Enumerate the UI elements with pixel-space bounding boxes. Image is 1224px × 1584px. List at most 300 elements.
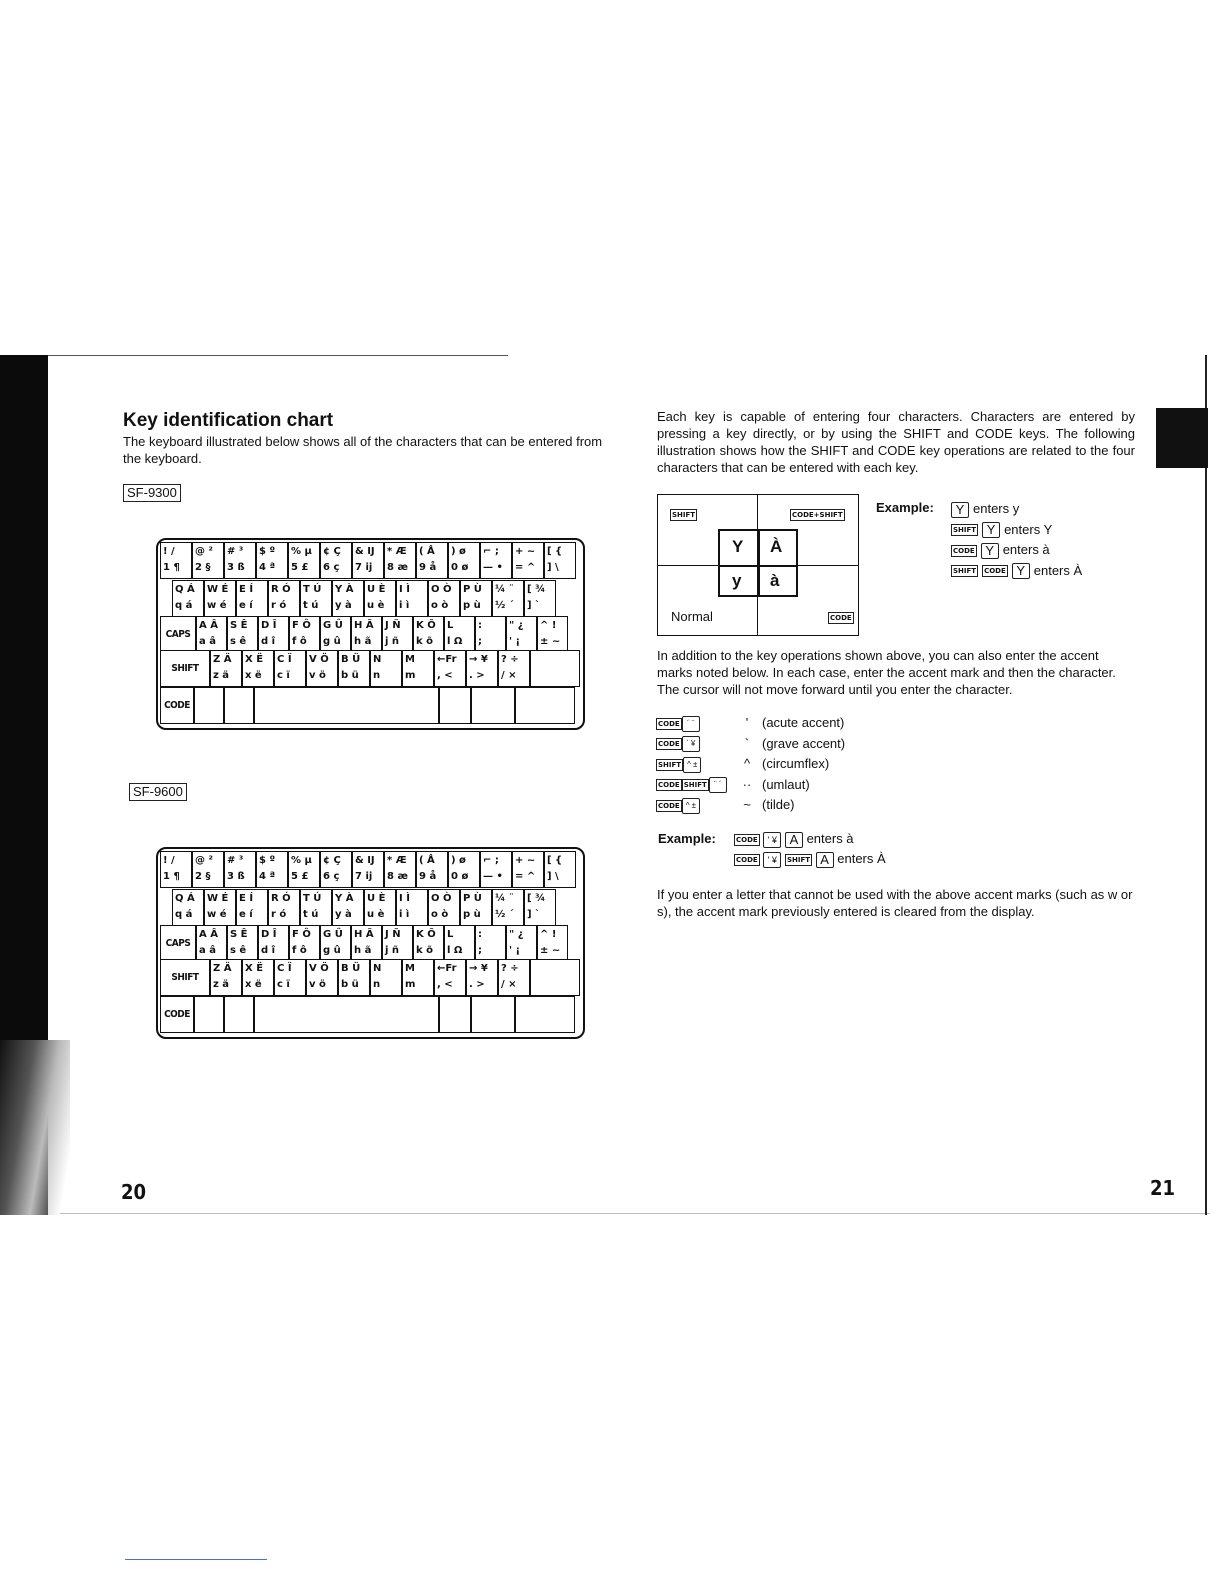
keyboard-row (172, 580, 556, 617)
key-upper-legend: D Î (261, 620, 277, 631)
key-lower-legend: 8 æ (387, 562, 408, 573)
keyboard-key (300, 889, 332, 926)
key-upper-legend: I Ì (399, 893, 410, 904)
keyboard-key (332, 889, 364, 926)
keyboard-key (236, 889, 268, 926)
blank-key (515, 687, 575, 724)
key-upper-legend: [ { (547, 855, 563, 866)
accent-name: (tilde) (762, 797, 795, 812)
key-lower-legend: z ä (213, 670, 230, 681)
keyboard-key (242, 959, 274, 996)
example2-label: Example: (658, 831, 716, 846)
example-result: enters à (1002, 542, 1050, 557)
key-upper-legend: ( Å (419, 855, 435, 866)
blank-key (530, 959, 580, 996)
keyboard-key (448, 542, 480, 579)
key-upper-legend: → ¥ (469, 654, 488, 665)
key-lower-legend: — • (483, 562, 503, 573)
key-upper-legend: ! / (163, 855, 175, 866)
intro-text: The keyboard illustrated below shows all of the characters that can be entered from the keyboard. (123, 434, 603, 466)
keyboard-key (416, 851, 448, 888)
key-upper-legend: S Ê (230, 620, 248, 631)
example-result: enters À (1033, 562, 1083, 578)
example2-result: enters à (806, 831, 854, 846)
key-lower-legend: — • (483, 871, 503, 882)
keyboard-row (160, 925, 568, 962)
key-lower-legend: m (405, 979, 416, 990)
code-key-icon: CODE (658, 801, 680, 810)
accent-key-icon: ¨ ´ (709, 777, 727, 793)
key-upper-legend: Q Á (175, 584, 195, 595)
keyboard-key (544, 851, 576, 888)
key-upper-legend: R Ó (271, 893, 291, 904)
key-lower-legend: n (373, 979, 381, 990)
key-upper-legend: ) ø (451, 546, 466, 557)
key-lower-legend: e í (239, 600, 253, 611)
key-lower-legend: 5 £ (291, 562, 309, 573)
key-upper-legend: G Û (323, 620, 343, 631)
key-lower-legend: 7 ij (355, 871, 373, 882)
keyboard-key (268, 580, 300, 617)
key-upper-legend: $ º (259, 546, 276, 557)
key-lower-legend: s ê (230, 636, 247, 647)
key-lower-legend: b ü (341, 979, 359, 990)
key-lower-legend: 1 ¶ (163, 562, 180, 573)
keyboard-key (352, 851, 384, 888)
key-upper-legend: B Ü (341, 963, 361, 974)
accent-mark: ·· (742, 776, 752, 792)
code-key-icon: CODE (658, 719, 680, 728)
key-upper-legend: T Ú (303, 584, 322, 595)
key-lower-legend: ; (478, 945, 482, 956)
key-lower-legend: / × (501, 979, 517, 990)
accent-name: (circumflex) (762, 756, 830, 771)
key-lower-legend: b ü (341, 670, 359, 681)
keyboard-key (434, 959, 466, 996)
key-upper-legend: O Ò (431, 584, 452, 595)
blank-key (224, 687, 254, 724)
keyboard-key (524, 580, 556, 617)
key-lower-legend: 8 æ (387, 871, 408, 882)
diagram-upper-right: À (770, 537, 783, 556)
keyboard-key (434, 650, 466, 687)
key-upper-legend: A Â (199, 929, 218, 940)
key-upper-legend: D Î (261, 929, 277, 940)
key-upper-legend: ⌐ ; (483, 855, 499, 866)
keyboard-key (172, 580, 204, 617)
keyboard-row (172, 889, 556, 926)
right-intro-text: Each key is capable of entering four characters. Characters are entered by pressing a key directly, or by using the SHIFT and CODE keys. The following illustration shows how the SHIFT and CODE key operations are related to the four characters that can be entered with each key. (657, 409, 1135, 475)
key-lower-legend: d î (261, 945, 276, 956)
key-lower-legend: o ò (431, 909, 449, 920)
keyboard-key (492, 889, 524, 926)
keyboard-key (544, 542, 576, 579)
key-lower-legend: c ï (277, 670, 290, 681)
keyboard-key (196, 925, 227, 962)
letter-key-icon: Y (982, 522, 1000, 538)
key-lower-legend: y à (335, 600, 352, 611)
key-upper-legend: C Ï (277, 963, 292, 974)
key-lower-legend: ] \ (547, 562, 559, 573)
key-upper-legend: # ³ (227, 855, 244, 866)
blank-key (439, 996, 471, 1033)
key-upper-legend: ^ ! (540, 929, 557, 940)
accent-key-icon: ' ¥ (763, 852, 781, 868)
key-lower-legend: g û (323, 636, 341, 647)
key-upper-legend: E Í (239, 893, 254, 904)
diagram-code-key: CODE (830, 614, 852, 622)
keyboard-key (506, 616, 537, 653)
key-upper-legend: ¼ ¨ (495, 584, 514, 595)
keyboard-key (498, 650, 530, 687)
keyboard-key (289, 925, 320, 962)
key-lower-legend: v ö (309, 670, 326, 681)
key-lower-legend: 3 ß (227, 562, 245, 573)
key-upper-legend: # ³ (227, 546, 244, 557)
keyboard-key (274, 959, 306, 996)
key-lower-legend: v ö (309, 979, 326, 990)
key-upper-legend: * Æ (387, 546, 407, 557)
keyboard-key (338, 650, 370, 687)
keyboard-key (384, 851, 416, 888)
keyboard-key (268, 889, 300, 926)
key-upper-legend: Y À (335, 584, 354, 595)
key-lower-legend: 0 ø (451, 562, 469, 573)
key-upper-legend: K Õ (416, 620, 436, 631)
key-upper-legend: " ¿ (509, 620, 524, 631)
keyboard-key (306, 650, 338, 687)
keyboard-key (460, 889, 492, 926)
keyboard-key (320, 542, 352, 579)
keyboard-key (196, 616, 227, 653)
page-number-right: 21 (1150, 1176, 1176, 1200)
keyboard-row (160, 650, 580, 687)
binding-shadow-fade (0, 1040, 70, 1215)
accent-key-icon: ` ¥ (682, 736, 700, 752)
keyboard-key (320, 851, 352, 888)
key-upper-legend: U È (367, 893, 386, 904)
key-lower-legend: ' ¡ (509, 945, 521, 956)
key-lower-legend: 9 å (419, 871, 437, 882)
key-upper-legend: I Ì (399, 584, 410, 595)
keyboard-key (382, 616, 413, 653)
key-upper-legend: $ º (259, 855, 276, 866)
code-key-icon: CODE (984, 567, 1006, 576)
key-upper-legend: ( Å (419, 546, 435, 557)
key-lower-legend: 4 ª (259, 871, 276, 882)
keyboard-key (256, 542, 288, 579)
keyboard-key (306, 959, 338, 996)
keyboard-key (384, 542, 416, 579)
keyboard-key (160, 542, 192, 579)
key-upper-legend: * Æ (387, 855, 407, 866)
key-upper-legend: Y À (335, 893, 354, 904)
code-key: CODE (160, 687, 194, 724)
blank-key (194, 687, 224, 724)
keyboard-key (370, 959, 402, 996)
keyboard-key (413, 616, 444, 653)
letter-key-icon: Y (1012, 563, 1030, 579)
example-row (951, 520, 1082, 541)
example-keys (951, 542, 1003, 557)
key-upper-legend: ⌐ ; (483, 546, 499, 557)
key-lower-legend: k õ (416, 636, 434, 647)
diagram-upper-left: Y (732, 537, 744, 556)
key-upper-legend: ¢ Ç (323, 546, 341, 557)
keyboard-key (402, 650, 434, 687)
key-upper-legend: ^ ! (540, 620, 557, 631)
key-upper-legend: T Ú (303, 893, 322, 904)
key-upper-legend: % µ (291, 855, 312, 866)
keyboard-key (242, 650, 274, 687)
key-upper-legend: V Ö (309, 654, 329, 665)
keyboard-sf9300 (156, 538, 585, 730)
key-lower-legend: 6 ç (323, 562, 340, 573)
diagram-key (718, 529, 798, 597)
key-upper-legend: & IJ (355, 546, 375, 557)
key-upper-legend: O Ò (431, 893, 452, 904)
key-lower-legend: 0 ø (451, 871, 469, 882)
keyboard-key (524, 889, 556, 926)
key-lower-legend: / × (501, 670, 517, 681)
key-upper-legend: + ~ (515, 546, 536, 557)
shift-key: SHIFT (160, 959, 210, 996)
key-upper-legend: F Ô (292, 620, 311, 631)
accent-name: (acute accent) (762, 715, 845, 730)
keyboard-key (160, 851, 192, 888)
accent-keys (656, 735, 732, 753)
key-lower-legend: z ä (213, 979, 230, 990)
key-lower-legend: 2 § (195, 871, 211, 882)
example-result: enters y (973, 501, 1020, 516)
key-upper-legend: B Ü (341, 654, 361, 665)
letter-key-icon: Y (981, 543, 999, 559)
key-lower-legend: q á (175, 600, 193, 611)
accent-name: (umlaut) (762, 776, 810, 792)
key-lower-legend: ] ` (527, 600, 541, 611)
scan-artifact-line (125, 1559, 267, 1560)
key-lower-legend: r ó (271, 600, 287, 611)
key-lower-legend: ] \ (547, 871, 559, 882)
key-upper-legend: X Ë (245, 963, 264, 974)
key-upper-legend: P Ù (463, 584, 482, 595)
letter-key-icon: Y (951, 502, 969, 518)
keyboard-key (428, 889, 460, 926)
code-key: CODE (160, 996, 194, 1033)
keyboard-key (444, 616, 475, 653)
key-lower-legend: f ô (292, 636, 307, 647)
key-lower-legend: ½ ´ (495, 600, 514, 611)
key-lower-legend: = ^ (515, 562, 536, 573)
key-upper-legend: J Ñ (385, 929, 401, 940)
keyboard-key (351, 616, 382, 653)
keyboard-key (351, 925, 382, 962)
diagram-lower-right: à (770, 571, 780, 590)
keyboard-key (258, 616, 289, 653)
keyboard-key (428, 580, 460, 617)
keyboard-key (210, 650, 242, 687)
key-upper-legend: ! / (163, 546, 175, 557)
key-upper-legend: M (405, 963, 415, 974)
diagram-shift-key: SHIFT (672, 511, 696, 519)
key-lower-legend: . > (469, 670, 485, 681)
key-upper-legend: K Õ (416, 929, 436, 940)
key-lower-legend: 4 ª (259, 562, 276, 573)
accent-mark: ' (745, 715, 749, 730)
key-lower-legend: n (373, 670, 381, 681)
key-lower-legend: d î (261, 636, 276, 647)
key-upper-legend: V Ö (309, 963, 329, 974)
keyboard-key (227, 925, 258, 962)
keyboard-row (160, 959, 580, 996)
keyboard-key (288, 542, 320, 579)
key-upper-legend: J Ñ (385, 620, 401, 631)
key-upper-legend: R Ó (271, 584, 291, 595)
keyboard-key (512, 542, 544, 579)
key-upper-legend: X Ë (245, 654, 264, 665)
page-title: Key identification chart (123, 410, 334, 431)
example-label: Example: (876, 500, 934, 515)
key-lower-legend: w é (207, 909, 227, 920)
key-upper-legend: N (373, 963, 382, 974)
keyboard-key (320, 616, 351, 653)
example2-row (734, 829, 886, 849)
keyboard-key (402, 959, 434, 996)
key-lower-legend: r ó (271, 909, 287, 920)
key-lower-legend: u è (367, 600, 385, 611)
right-page-edge (1205, 355, 1207, 1215)
accent-key-icon: ^ ± (683, 757, 701, 773)
keyboard-key (492, 580, 524, 617)
key-lower-legend: w é (207, 600, 227, 611)
keyboard-key (288, 851, 320, 888)
keyboard-key (289, 616, 320, 653)
key-lower-legend: j ñ (385, 945, 400, 956)
key-upper-legend: : (478, 620, 482, 631)
model-label-sf9300: SF-9300 (123, 484, 181, 502)
accent-row (656, 796, 795, 814)
key-upper-legend: ? ÷ (501, 654, 519, 665)
key-lower-legend: p ù (463, 600, 481, 611)
code-key-icon: CODE (736, 835, 758, 844)
code-key-icon: CODE (953, 546, 975, 555)
accent-key-icon: ^ ± (682, 798, 700, 814)
key-upper-legend: Z Ä (213, 963, 232, 974)
key-lower-legend: ; (478, 636, 482, 647)
key-lower-legend: 3 ß (227, 871, 245, 882)
keyboard-key (498, 959, 530, 996)
key-lower-legend: = ^ (515, 871, 536, 882)
bottom-rule (60, 1213, 1210, 1214)
keyboard-key (224, 542, 256, 579)
key-upper-legend: ←Fr (437, 654, 457, 665)
keyboard-key (300, 580, 332, 617)
accent-intro-text: In addition to the key operations shown above, you can also enter the accent marks noted below. In each case, enter the accent mark and then the character. The cursor will not move forward until you enter the character. (657, 648, 1116, 697)
accent-mark: ^ (743, 756, 751, 771)
model-label-sf9600: SF-9600 (129, 783, 187, 801)
blank-key (471, 687, 515, 724)
key-upper-legend: " ¿ (509, 929, 524, 940)
keyboard-key (210, 959, 242, 996)
keyboard-key (224, 851, 256, 888)
caps-key: CAPS (160, 616, 196, 653)
key-lower-legend: , < (437, 670, 453, 681)
key-lower-legend: u è (367, 909, 385, 920)
keyboard-key (475, 925, 506, 962)
keyboard-key (192, 851, 224, 888)
keyboard-key (480, 542, 512, 579)
example2-result: enters À (837, 851, 886, 866)
key-upper-legend: [ ¾ (527, 584, 546, 595)
key-lower-legend: l Ω (447, 636, 463, 647)
keyboard-key (192, 542, 224, 579)
keyboard-key (236, 580, 268, 617)
keyboard-key (364, 580, 396, 617)
key-upper-legend: @ ² (195, 855, 213, 866)
key-lower-legend: t ú (303, 909, 319, 920)
diagram-code-shift-keys: CODE+SHIFT (792, 511, 843, 519)
accent-keys (656, 796, 732, 814)
top-rule (48, 355, 508, 356)
key-lower-legend: j ñ (385, 636, 400, 647)
example-list (951, 499, 1082, 581)
key-upper-legend: → ¥ (469, 963, 488, 974)
accent-row (656, 735, 845, 753)
code-key-icon: CODE (658, 740, 680, 749)
example-row (951, 540, 1082, 561)
accent-key-icon: ' ¥ (763, 832, 781, 848)
key-lower-legend: q á (175, 909, 193, 920)
keyboard-key (416, 542, 448, 579)
example2-list (734, 829, 886, 869)
keyboard-row (160, 851, 576, 888)
accent-mark: ~ (743, 797, 751, 812)
a-key-icon: A (816, 852, 834, 868)
key-upper-legend: [ { (547, 546, 563, 557)
key-upper-legend: % µ (291, 546, 312, 557)
accent-row (656, 776, 810, 794)
keyboard-key (466, 650, 498, 687)
blank-key (254, 687, 439, 724)
example-result: enters Y (1004, 521, 1053, 537)
key-lower-legend: h ã (354, 945, 372, 956)
key-lower-legend: i ì (399, 909, 410, 920)
example-keys (951, 501, 973, 516)
keyboard-key (382, 925, 413, 962)
diagram-lower-left: y (732, 571, 742, 590)
key-upper-legend: H Ã (354, 620, 374, 631)
keyboard-key (396, 889, 428, 926)
keyboard-key (448, 851, 480, 888)
key-upper-legend: S Ê (230, 929, 248, 940)
key-lower-legend: 1 ¶ (163, 871, 180, 882)
key-lower-legend: ½ ´ (495, 909, 514, 920)
keyboard-key (274, 650, 306, 687)
key-lower-legend: s ê (230, 945, 247, 956)
key-lower-legend: a â (199, 945, 216, 956)
accent-keys (656, 755, 732, 773)
example-keys (951, 522, 1004, 537)
key-upper-legend: ¼ ¨ (495, 893, 514, 904)
shift-key-icon: SHIFT (953, 567, 977, 576)
key-upper-legend: U È (367, 584, 386, 595)
key-lower-legend: 6 ç (323, 871, 340, 882)
keyboard-key (460, 580, 492, 617)
diagram-normal-label: Normal (671, 609, 713, 624)
blank-key (194, 996, 224, 1033)
page-number-left: 20 (121, 1180, 147, 1204)
keyboard-key (537, 925, 568, 962)
